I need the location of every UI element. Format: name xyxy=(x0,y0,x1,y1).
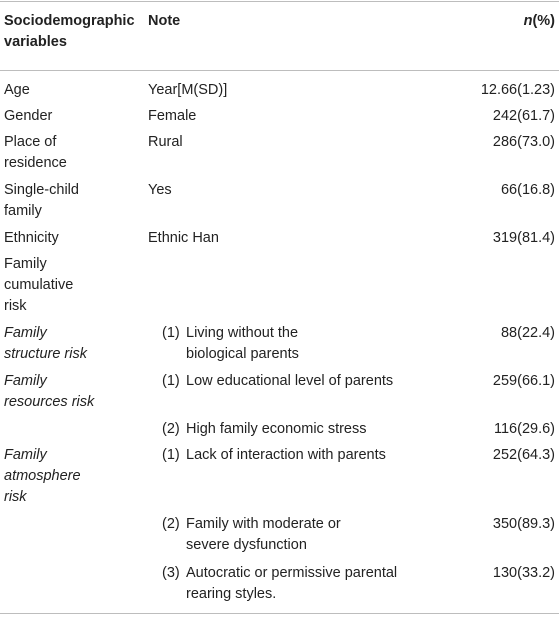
variable-structure-line2: structure risk xyxy=(4,346,87,362)
variable-structure-line1: Family xyxy=(4,325,47,341)
variable-atmosphere-line3: risk xyxy=(4,489,27,505)
variable-resources-line2: resources risk xyxy=(4,394,95,410)
header-rule xyxy=(0,70,559,71)
note-ethnicity: Ethnic Han xyxy=(148,230,219,246)
header-n: n xyxy=(523,13,533,29)
variable-age: Age xyxy=(4,82,30,98)
header-variables-line1: Sociodemographic xyxy=(4,13,135,29)
value-structure-1: 88(22.4) xyxy=(500,325,555,341)
value-atmosphere-3: 130(33.2) xyxy=(492,565,555,581)
item-number: (3) xyxy=(162,565,180,581)
variable-atmosphere-line2: atmosphere xyxy=(4,468,81,484)
value-atmosphere-2: 350(89.3) xyxy=(492,516,555,532)
value-gender: 242(61.7) xyxy=(492,108,555,124)
value-resources-2: 116(29.6) xyxy=(494,421,555,437)
value-age: 12.66(1.23) xyxy=(480,82,555,98)
item-text-line1: Family with moderate or xyxy=(186,516,341,532)
item-number: (1) xyxy=(162,447,180,463)
value-residence: 286(73.0) xyxy=(492,134,555,150)
header-note: Note xyxy=(148,13,181,29)
header-n-percent xyxy=(524,11,555,32)
variable-single-child-line1: Single-child xyxy=(4,182,79,198)
variable-single-child-line2: family xyxy=(4,203,42,219)
item-text: Low educational level of parents xyxy=(186,373,394,389)
item-text-line2: rearing styles. xyxy=(186,586,277,602)
item-number: (1) xyxy=(162,325,180,341)
value-resources-1: 259(66.1) xyxy=(492,373,555,389)
item-text-line2: severe dysfunction xyxy=(186,537,307,553)
item-number: (2) xyxy=(162,421,180,437)
variable-cumulative-line2: cumulative xyxy=(4,277,74,293)
variable-residence-line1: Place of xyxy=(4,134,57,150)
item-text: Lack of interaction with parents xyxy=(186,447,386,463)
item-number: (2) xyxy=(162,516,180,532)
note-single-child: Yes xyxy=(148,182,172,198)
variable-gender: Gender xyxy=(4,108,53,124)
item-number: (1) xyxy=(162,373,180,389)
variable-residence-line2: residence xyxy=(4,155,67,171)
variable-ethnicity: Ethnicity xyxy=(4,230,59,246)
variable-resources-line1: Family xyxy=(4,373,47,389)
item-text-line1: Autocratic or permissive parental xyxy=(186,565,398,581)
item-text: High family economic stress xyxy=(186,421,367,437)
item-text-line2: biological parents xyxy=(186,346,299,362)
variable-atmosphere-line1: Family xyxy=(4,447,47,463)
variable-cumulative-line1: Family xyxy=(4,256,47,272)
note-residence: Rural xyxy=(148,134,183,150)
header-variables-line2: variables xyxy=(4,34,67,50)
top-rule xyxy=(0,1,559,2)
note-gender: Female xyxy=(148,108,197,124)
item-text-line1: Living without the xyxy=(186,325,299,341)
bottom-rule xyxy=(0,613,559,614)
value-ethnicity: 319(81.4) xyxy=(492,230,555,246)
header-percent: (%) xyxy=(532,13,555,29)
value-single-child: 66(16.8) xyxy=(500,182,555,198)
value-atmosphere-1: 252(64.3) xyxy=(492,447,555,463)
variable-cumulative-line3: risk xyxy=(4,298,27,314)
note-age: Year[M(SD)] xyxy=(148,82,228,98)
